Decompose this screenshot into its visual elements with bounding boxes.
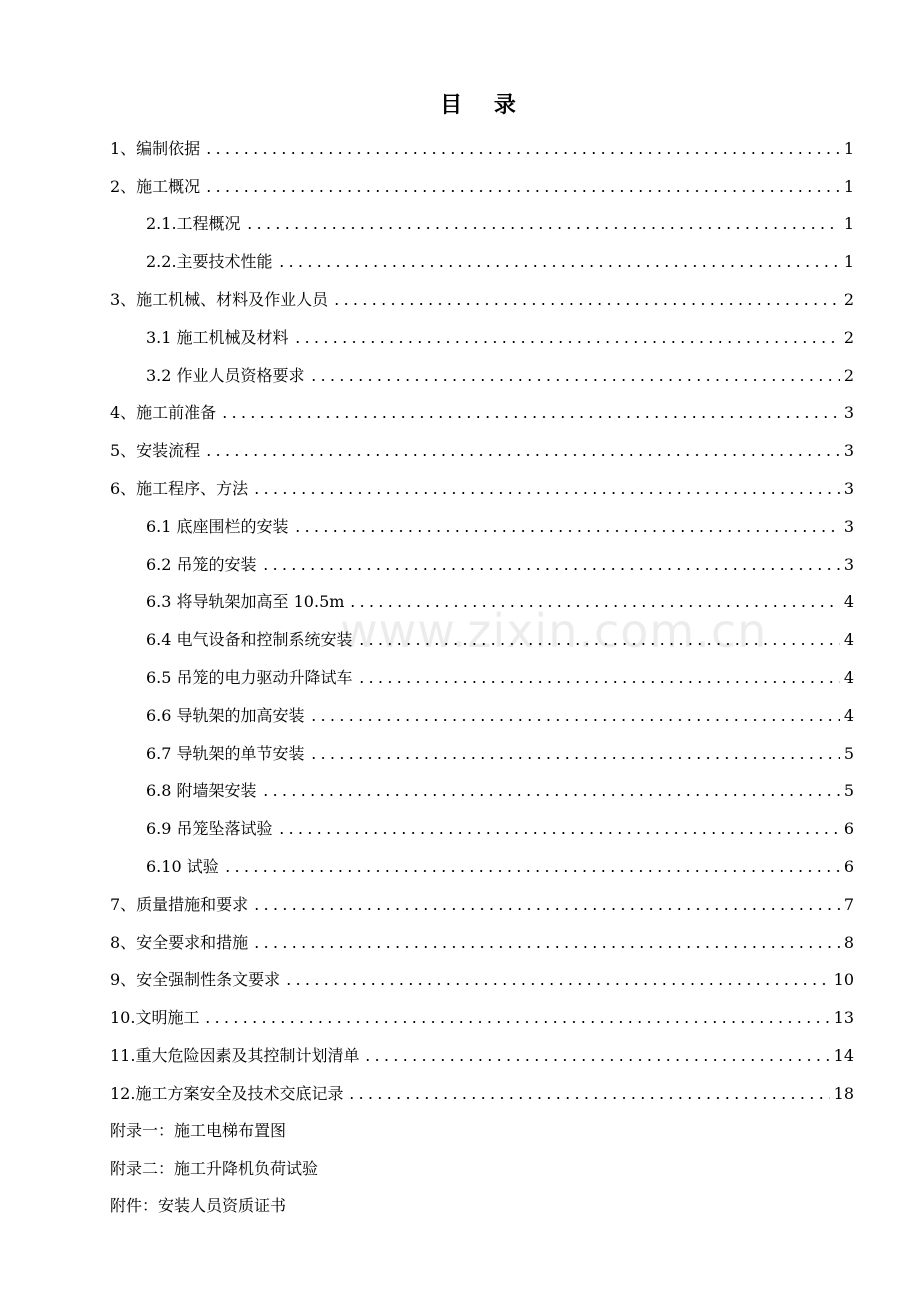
toc-entry[interactable]	[110, 130, 854, 168]
toc-dot-leader	[223, 870, 840, 872]
toc-entry[interactable]	[110, 1075, 854, 1113]
toc-entry[interactable]	[110, 508, 854, 546]
toc-entry-page-number: 8	[843, 932, 854, 952]
toc-entry[interactable]	[110, 470, 854, 508]
toc-entry-label: 6.3 将导轨架加高至 10.5m	[146, 592, 345, 612]
toc-entry-label: 3、施工机械、材料及作业人员	[110, 290, 329, 310]
toc-entry-label: 2.1.工程概况	[146, 214, 241, 234]
appendix-list	[110, 1112, 854, 1225]
toc-dot-leader	[204, 454, 840, 456]
toc-entry-label: 6.6 导轨架的加高安装	[146, 705, 305, 725]
toc-dot-leader	[293, 530, 840, 532]
toc-entry-page-number: 1	[843, 138, 854, 158]
toc-entry-page-number: 3	[843, 403, 854, 423]
toc-dot-leader	[309, 379, 840, 381]
toc-entry-label: 6、施工程序、方法	[110, 479, 249, 499]
toc-entry[interactable]	[110, 924, 854, 962]
toc-entry-label: 1、编制依据	[110, 138, 201, 158]
toc-entry-label: 6.4 电气设备和控制系统安装	[146, 630, 353, 650]
toc-entry[interactable]	[110, 243, 854, 281]
toc-entry-page-number: 4	[843, 592, 854, 612]
toc-entry-page-number: 2	[843, 327, 854, 347]
toc-entry[interactable]	[110, 319, 854, 357]
toc-entry-label: 3.1 施工机械及材料	[146, 327, 289, 347]
toc-entry-label: 3.2 作业人员资格要求	[146, 365, 305, 385]
toc-entry-page-number: 6	[843, 857, 854, 877]
toc-entry-page-number: 13	[833, 1008, 854, 1028]
toc-entry-page-number: 3	[843, 554, 854, 574]
toc-entry-page-number: 7	[843, 894, 854, 914]
toc-dot-leader	[252, 492, 840, 494]
toc-entry-page-number: 18	[833, 1083, 854, 1103]
toc-entry-page-number: 1	[843, 214, 854, 234]
toc-entry-page-number: 2	[843, 290, 854, 310]
toc-entry-label: 6.2 吊笼的安装	[146, 554, 257, 574]
toc-dot-leader	[203, 1021, 829, 1023]
toc-dot-leader	[348, 605, 839, 607]
toc-entry[interactable]	[110, 659, 854, 697]
toc-entry-page-number: 3	[843, 479, 854, 499]
toc-entry[interactable]	[110, 962, 854, 1000]
toc-entry-page-number: 3	[843, 441, 854, 461]
toc-entry[interactable]	[110, 999, 854, 1037]
toc-dot-leader	[204, 152, 840, 154]
toc-entry-label: 8、安全要求和措施	[110, 932, 249, 952]
toc-entry-label: 12.施工方案安全及技术交底记录	[110, 1083, 344, 1103]
toc-entry-page-number: 4	[843, 630, 854, 650]
appendix-entry: 附录一：施工电梯布置图	[110, 1120, 287, 1140]
toc-dot-leader	[245, 227, 840, 229]
toc-dot-leader	[347, 1097, 829, 1099]
toc-entry-label: 6.9 吊笼坠落试验	[146, 819, 273, 839]
toc-entry-label: 7、质量措施和要求	[110, 894, 249, 914]
toc-entry[interactable]	[110, 621, 854, 659]
toc-entry[interactable]	[110, 281, 854, 319]
toc-entry-page-number: 4	[843, 705, 854, 725]
toc-entry-label: 6.7 导轨架的单节安装	[146, 743, 305, 763]
toc-entry-label: 6.10 试验	[146, 857, 219, 877]
toc-dot-leader	[261, 794, 840, 796]
toc-entry-page-number: 14	[833, 1046, 854, 1066]
toc-dot-leader	[357, 681, 840, 683]
toc-entry-page-number: 3	[843, 516, 854, 536]
toc-entry[interactable]	[110, 168, 854, 206]
toc-entry-label: 9、安全强制性条文要求	[110, 970, 281, 990]
toc-entry[interactable]	[110, 697, 854, 735]
toc-entry-page-number: 4	[843, 668, 854, 688]
toc-entry-page-number: 6	[843, 819, 854, 839]
toc-dot-leader	[261, 568, 840, 570]
toc-dot-leader	[252, 946, 840, 948]
appendix-entry: 附件：安装人员资质证书	[110, 1196, 287, 1216]
toc-entry[interactable]	[110, 546, 854, 584]
toc-dot-leader	[293, 341, 840, 343]
toc-entry-label: 2、施工概况	[110, 176, 201, 196]
toc-entry[interactable]	[110, 735, 854, 773]
toc-dot-leader	[332, 303, 840, 305]
toc-entry-page-number: 5	[843, 743, 854, 763]
toc-entry-page-number: 5	[843, 781, 854, 801]
toc-dot-leader	[357, 643, 840, 645]
toc-entry-label: 4、施工前准备	[110, 403, 217, 423]
watermark: www.zixin.com.cn	[340, 604, 768, 658]
toc-entry[interactable]	[110, 1037, 854, 1075]
toc-entry-page-number: 10	[833, 970, 854, 990]
toc-dot-leader	[220, 416, 840, 418]
toc-entry[interactable]	[110, 432, 854, 470]
toc-entry[interactable]	[110, 810, 854, 848]
toc-dot-leader	[284, 983, 829, 985]
table-of-contents	[110, 130, 854, 1113]
toc-entry-page-number: 1	[843, 176, 854, 196]
toc-entry-label: 10.文明施工	[110, 1008, 200, 1028]
toc-entry[interactable]	[110, 886, 854, 924]
toc-dot-leader	[309, 757, 840, 759]
toc-entry-label: 6.5 吊笼的电力驱动升降试车	[146, 668, 353, 688]
toc-entry[interactable]	[110, 395, 854, 433]
page-title: 目 录	[440, 92, 528, 118]
toc-entry-label: 6.1 底座围栏的安装	[146, 516, 289, 536]
appendix-entry: 附录二：施工升降机负荷试验	[110, 1158, 319, 1178]
toc-entry[interactable]	[110, 357, 854, 395]
toc-entry[interactable]	[110, 773, 854, 811]
toc-entry[interactable]	[110, 584, 854, 622]
toc-entry-label: 6.8 附墙架安装	[146, 781, 257, 801]
toc-dot-leader	[277, 832, 840, 834]
toc-entry-page-number: 2	[843, 365, 854, 385]
toc-entry-label: 5、安装流程	[110, 441, 201, 461]
toc-dot-leader	[277, 265, 840, 267]
toc-dot-leader	[309, 719, 840, 721]
toc-entry[interactable]	[110, 848, 854, 886]
toc-dot-leader	[204, 190, 840, 192]
toc-entry-page-number: 1	[843, 252, 854, 272]
toc-entry-label: 11.重大危险因素及其控制计划清单	[110, 1046, 360, 1066]
toc-entry-label: 2.2.主要技术性能	[146, 252, 273, 272]
toc-dot-leader	[363, 1059, 829, 1061]
toc-entry[interactable]	[110, 206, 854, 244]
toc-dot-leader	[252, 908, 840, 910]
